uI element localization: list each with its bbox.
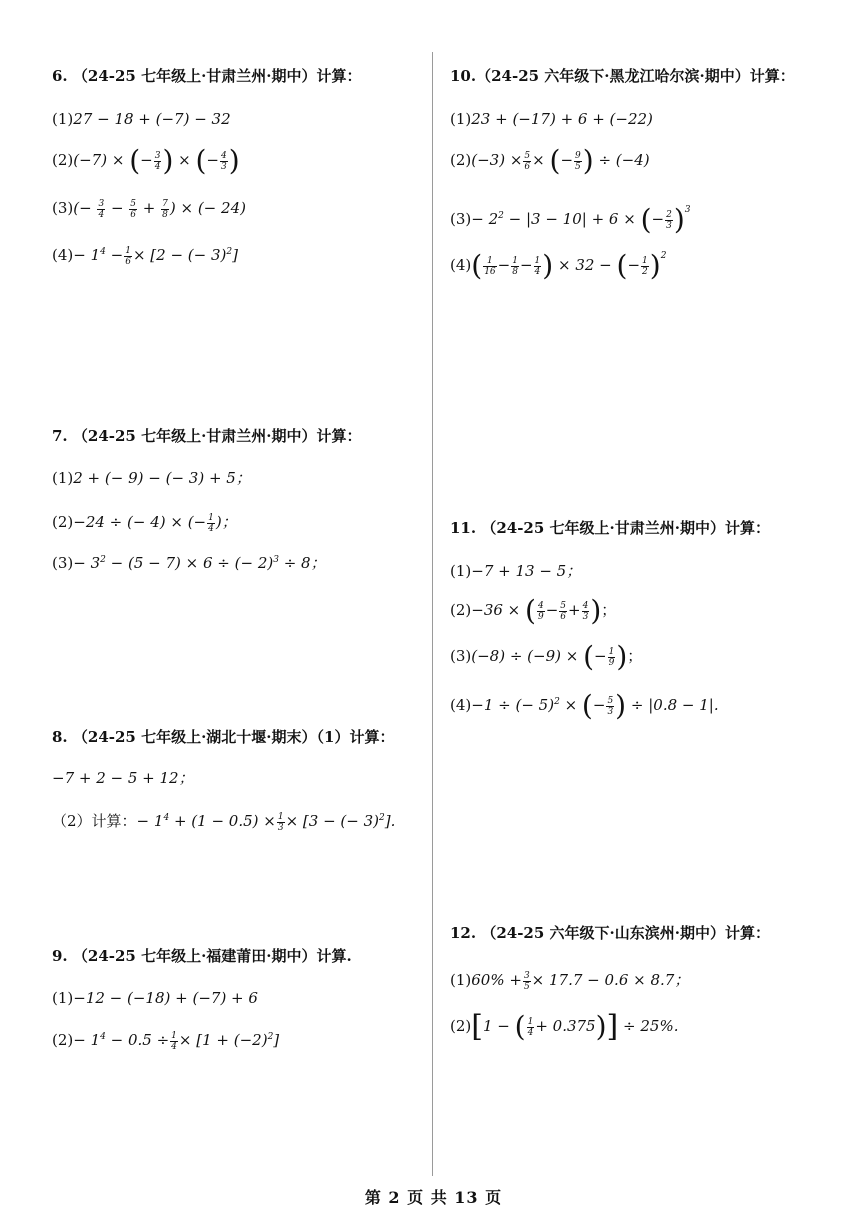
column-divider [432, 52, 433, 1176]
q8-part-1: −7 + 2 − 5 + 12； [52, 769, 194, 787]
q11-part-3: (3)(−8) ÷ (−9) × (− $\frac{1}{9}$ )； [450, 640, 643, 673]
q8-part-2: （2）计算：− $1^4 + (1 - 0.5)$ × $\frac{1}{3}$ × [3 − (− 3)$^2$]. [52, 811, 396, 833]
question-8 [52, 727, 394, 747]
question-9 [52, 946, 352, 966]
q12-part-2: (2)[1 − ( $\frac{1}{4}$ + 0.375)] ÷ 25%. [450, 1009, 679, 1044]
question-12-heading: 12. （24-25 六年级下·山东滨州·期中）计算： [450, 924, 770, 942]
q6-part-4: $(4)- 1^4$ − $\frac{1}{6}$ × [2 − (− 3)$^2$] [52, 245, 238, 267]
question-10 [450, 66, 795, 86]
q12-part-1: (1)60% + $\frac{3}{5}$ × 17.7 − 0.6 × 8.7； [450, 970, 690, 992]
question-6-heading: 6. （24-25 七年级上·甘肃兰州·期中）计算： [52, 67, 362, 85]
q10-part-4: (4)( $\frac{1}{16}$ − $\frac{1}{8}$ − $\frac{1}{4}$ ) × 32 − (− $\frac{1}{2}$ )$^2$ [450, 249, 667, 282]
q6-part-2: (2)(−7) × (− $\frac{3}{4}$ ) × (− $\frac{4}{3}$ ) [52, 144, 240, 177]
question-11-heading: 11. （24-25 七年级上·甘肃兰州·期中）计算： [450, 519, 770, 537]
q11-part-4: (4)−1 ÷ (− 5)$^2$ × (− $\frac{5}{3}$ ) ÷ |0.8 − 1|. [450, 689, 719, 722]
question-10-heading: 10.（24-25 六年级下·黑龙江哈尔滨·期中）计算： [450, 67, 795, 85]
q9-part-1: (1)−12 − (−18) + (−7) + 6 [52, 989, 258, 1007]
q11-part-1: (1)−7 + 13 − 5； [450, 562, 582, 580]
q10-part-2: (2)(−3) × $\frac{5}{6}$ × (− $\frac{9}{5}$ ) ÷ (−4) [450, 144, 650, 177]
q6-part-3: (3)(− $\frac{3}{4}$ − $\frac{5}{6}$ + $\frac{7}{8}$ ) × (− 24) [52, 198, 246, 220]
q10-part-1: (1)23 + (−17) + 6 + (−22) [450, 110, 653, 128]
q7-part-3: $(3)- 3^2 - (5 - 7) \times 6$ ÷ (− 2)$^3$ ÷ 8； [52, 554, 326, 572]
question-8-heading: 8. （24-25 七年级上·湖北十堰·期末）（1）计算： [52, 728, 395, 746]
question-12 [450, 923, 770, 943]
question-7 [52, 426, 362, 446]
page-number-footer: 第 2 页 共 13 页 [364, 1188, 503, 1207]
q6-part-1: (1)27 − 18 + (−7) − 32 [52, 110, 231, 128]
question-7-heading: 7. （24-25 七年级上·甘肃兰州·期中）计算： [52, 427, 362, 445]
question-11 [450, 518, 770, 538]
question-6 [52, 66, 362, 86]
q9-part-2: $(2)- 1^4 - 0.5$ ÷ $\frac{1}{4}$ × $[1 + (-2)^2]$ [52, 1030, 280, 1052]
q7-part-2: (2)−24 ÷ (− 4) × (− $\frac{1}{4}$ )； [52, 512, 237, 534]
q10-part-3: $(3)- 2^2 - |3 - 10| + 6$ × (− $\frac{2}{3}$ )$^3$ [450, 203, 691, 236]
q11-part-2: (2)−36 × ( $\frac{4}{9}$ − $\frac{5}{6}$ + $\frac{4}{3}$ )； [450, 594, 617, 627]
question-9-heading: 9. （24-25 七年级上·福建莆田·期中）计算. [52, 947, 352, 965]
q7-part-1: (1)2 + (− 9) − (− 3) + 5； [52, 469, 251, 487]
